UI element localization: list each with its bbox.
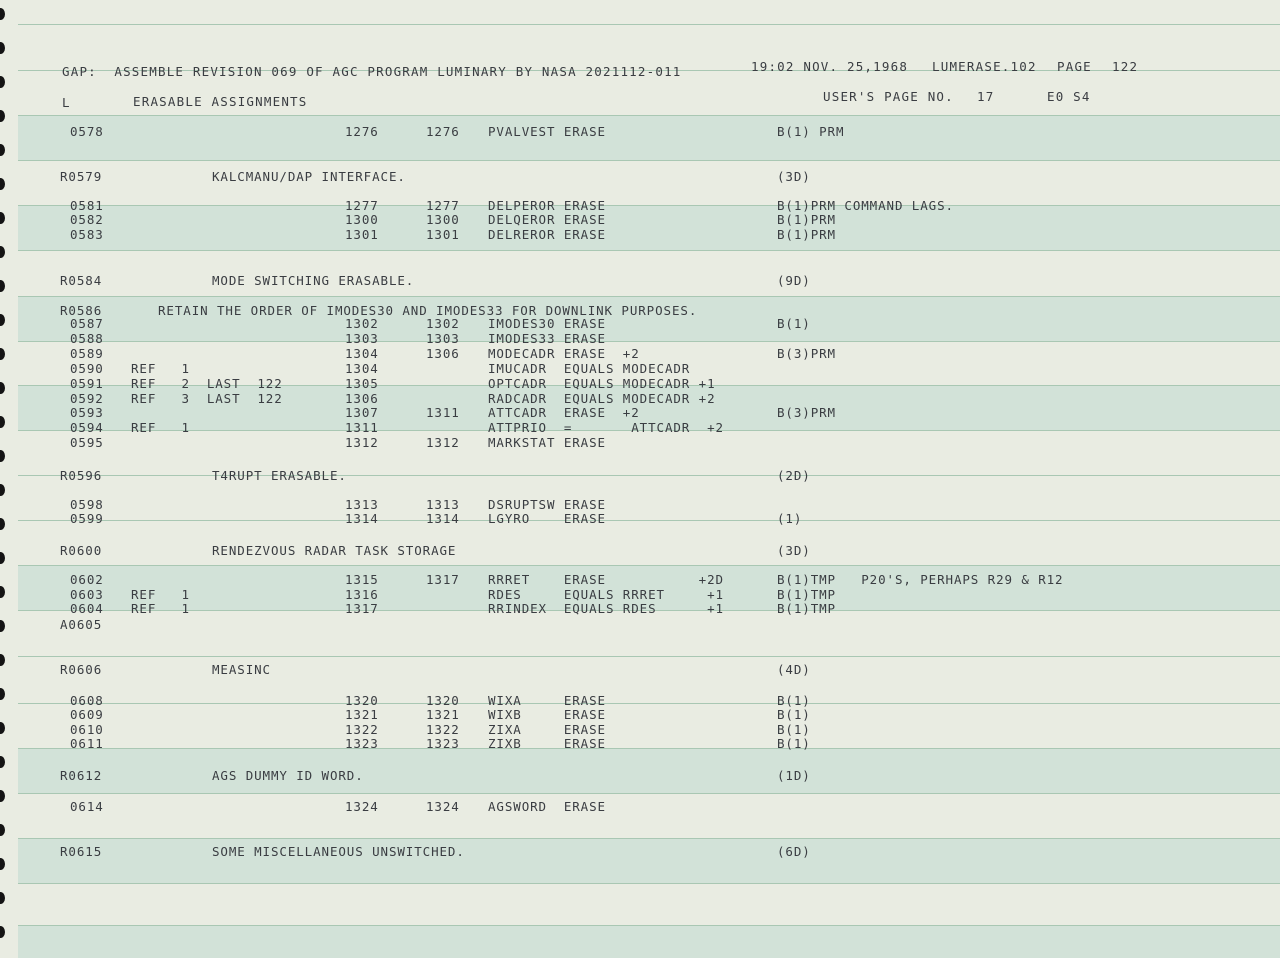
feed-hole bbox=[0, 144, 5, 156]
paper-rule bbox=[18, 520, 1280, 521]
row-text: ZIXA ERASE bbox=[488, 722, 606, 737]
paper-rule bbox=[18, 475, 1280, 476]
row-num: R0596 bbox=[60, 468, 103, 483]
row-note: B(1)TMP bbox=[777, 601, 836, 616]
row-addr2: 1302 bbox=[426, 316, 460, 331]
row-num: 0590 bbox=[70, 361, 104, 376]
paper-band bbox=[18, 205, 1280, 250]
row-addr2: 1317 bbox=[426, 572, 460, 587]
row-text: MODECADR ERASE +2 bbox=[488, 346, 640, 361]
paper-rule bbox=[18, 925, 1280, 926]
row-addr2: 1324 bbox=[426, 799, 460, 814]
row-note: B(1) bbox=[777, 707, 811, 722]
row-addr1: 1302 bbox=[345, 316, 379, 331]
paper-rule bbox=[18, 838, 1280, 839]
row-num: 0611 bbox=[70, 736, 104, 751]
paper-rule bbox=[18, 250, 1280, 251]
row-addr1: 1311 bbox=[345, 420, 379, 435]
row-num: 0593 bbox=[70, 405, 104, 420]
row-num: R0612 bbox=[60, 768, 103, 783]
row-note: B(1)PRM bbox=[777, 212, 836, 227]
row-num: 0604 bbox=[70, 601, 104, 616]
row-num: 0608 bbox=[70, 693, 104, 708]
row-comment: MODE SWITCHING ERASABLE. bbox=[212, 273, 415, 288]
row-addr2: 1323 bbox=[426, 736, 460, 751]
row-addr2: 1320 bbox=[426, 693, 460, 708]
paper-rule bbox=[18, 341, 1280, 342]
row-addr1: 1315 bbox=[345, 572, 379, 587]
paper-rule bbox=[18, 656, 1280, 657]
row-num: 0587 bbox=[70, 316, 104, 331]
row-note: B(1) bbox=[777, 316, 811, 331]
paper-rule bbox=[18, 205, 1280, 206]
row-text: RRINDEX EQUALS RDES +1 bbox=[488, 601, 724, 616]
row-num: R0586 bbox=[60, 303, 103, 318]
row-addr2: 1312 bbox=[426, 435, 460, 450]
row-addr1: 1304 bbox=[345, 346, 379, 361]
row-addr2: 1276 bbox=[426, 124, 460, 139]
header-code: E0 S4 bbox=[1047, 89, 1091, 104]
row-num: 0583 bbox=[70, 227, 104, 242]
row-addr2: 1277 bbox=[426, 198, 460, 213]
row-note: B(1)PRM COMMAND LAGS. bbox=[777, 198, 954, 213]
users-page-label: USER'S PAGE NO. bbox=[823, 89, 954, 104]
row-num: 0609 bbox=[70, 707, 104, 722]
row-note: B(3)PRM bbox=[777, 346, 836, 361]
row-num: R0600 bbox=[60, 543, 103, 558]
row-text: RADCADR EQUALS MODECADR +2 bbox=[488, 391, 716, 406]
row-text: RDES EQUALS RRRET +1 bbox=[488, 587, 724, 602]
row-num: 0610 bbox=[70, 722, 104, 737]
row-num: R0606 bbox=[60, 662, 103, 677]
paper-band bbox=[18, 748, 1280, 793]
row-text: ZIXB ERASE bbox=[488, 736, 606, 751]
feed-hole bbox=[0, 42, 5, 54]
paper-rule bbox=[18, 703, 1280, 704]
paper-rule bbox=[18, 565, 1280, 566]
row-note: B(1) PRM bbox=[777, 124, 845, 139]
row-comment: SOME MISCELLANEOUS UNSWITCHED. bbox=[212, 844, 465, 859]
row-num: R0615 bbox=[60, 844, 103, 859]
row-text: PVALVEST ERASE bbox=[488, 124, 606, 139]
row-text: LGYRO ERASE bbox=[488, 511, 606, 526]
row-text: IMODES30 ERASE bbox=[488, 316, 606, 331]
row-addr1: 1301 bbox=[345, 227, 379, 242]
row-addr1: 1300 bbox=[345, 212, 379, 227]
row-ref: REF 1 bbox=[131, 420, 190, 435]
row-note: (2D) bbox=[777, 468, 811, 483]
feed-hole bbox=[0, 926, 5, 938]
row-text: ATTCADR ERASE +2 bbox=[488, 405, 640, 420]
row-text: MARKSTAT ERASE bbox=[488, 435, 606, 450]
row-addr1: 1307 bbox=[345, 405, 379, 420]
row-addr2: 1311 bbox=[426, 405, 460, 420]
feed-hole bbox=[0, 586, 5, 598]
row-addr1: 1316 bbox=[345, 587, 379, 602]
paper-rule bbox=[18, 24, 1280, 25]
row-comment: RENDEZVOUS RADAR TASK STORAGE bbox=[212, 543, 457, 558]
row-num: 0595 bbox=[70, 435, 104, 450]
row-addr1: 1276 bbox=[345, 124, 379, 139]
paper-band bbox=[18, 925, 1280, 958]
row-text: OPTCADR EQUALS MODECADR +1 bbox=[488, 376, 716, 391]
feed-hole bbox=[0, 892, 5, 904]
header-datetime: 19:02 NOV. 25,1968 bbox=[751, 59, 909, 74]
row-text: DELREROR ERASE bbox=[488, 227, 606, 242]
row-addr1: 1317 bbox=[345, 601, 379, 616]
feed-hole bbox=[0, 246, 5, 258]
row-note: (9D) bbox=[777, 273, 811, 288]
row-text: ATTPRIO = ATTCADR +2 bbox=[488, 420, 724, 435]
paper-rule bbox=[18, 160, 1280, 161]
row-addr2: 1303 bbox=[426, 331, 460, 346]
row-num: R0584 bbox=[60, 273, 103, 288]
header-file: LUMERASE.102 bbox=[932, 59, 1037, 74]
feed-hole bbox=[0, 858, 5, 870]
feed-hole bbox=[0, 280, 5, 292]
row-text: AGSWORD ERASE bbox=[488, 799, 606, 814]
row-num: 0589 bbox=[70, 346, 104, 361]
row-note: B(1) bbox=[777, 693, 811, 708]
row-text: WIXB ERASE bbox=[488, 707, 606, 722]
row-num: 0581 bbox=[70, 198, 104, 213]
row-addr1: 1305 bbox=[345, 376, 379, 391]
row-num: 0591 bbox=[70, 376, 104, 391]
row-comment: MEASINC bbox=[212, 662, 271, 677]
row-note: B(1)TMP P20'S, PERHAPS R29 & R12 bbox=[777, 572, 1064, 587]
row-num: 0578 bbox=[70, 124, 104, 139]
feed-hole bbox=[0, 348, 5, 360]
row-addr2: 1300 bbox=[426, 212, 460, 227]
row-comment: RETAIN THE ORDER OF IMODES30 AND IMODES33 FOR DOWNLINK PURPOSES. bbox=[158, 303, 698, 318]
row-addr2: 1306 bbox=[426, 346, 460, 361]
row-ref: REF 3 LAST 122 bbox=[131, 391, 283, 406]
section-title: ERASABLE ASSIGNMENTS bbox=[133, 94, 308, 109]
feed-hole bbox=[0, 552, 5, 564]
feed-hole bbox=[0, 620, 5, 632]
row-text: DELPEROR ERASE bbox=[488, 198, 606, 213]
row-num: 0599 bbox=[70, 511, 104, 526]
section-code: L bbox=[62, 95, 71, 110]
row-addr1: 1277 bbox=[345, 198, 379, 213]
header-page-number: 122 bbox=[1112, 59, 1139, 74]
row-note: B(1)PRM bbox=[777, 227, 836, 242]
row-note: (3D) bbox=[777, 169, 811, 184]
feed-hole bbox=[0, 178, 5, 190]
feed-hole bbox=[0, 382, 5, 394]
row-addr1: 1314 bbox=[345, 511, 379, 526]
row-ref: REF 1 bbox=[131, 361, 190, 376]
row-addr1: 1324 bbox=[345, 799, 379, 814]
row-ref: REF 1 bbox=[131, 601, 190, 616]
row-note: (1) bbox=[777, 511, 803, 526]
row-text: WIXA ERASE bbox=[488, 693, 606, 708]
feed-hole bbox=[0, 450, 5, 462]
header-page-label: PAGE bbox=[1057, 59, 1092, 74]
feed-hole bbox=[0, 314, 5, 326]
row-addr2: 1322 bbox=[426, 722, 460, 737]
row-text: DELQEROR ERASE bbox=[488, 212, 606, 227]
row-addr1: 1304 bbox=[345, 361, 379, 376]
row-addr1: 1322 bbox=[345, 722, 379, 737]
row-note: (4D) bbox=[777, 662, 811, 677]
row-addr1: 1303 bbox=[345, 331, 379, 346]
row-num: 0603 bbox=[70, 587, 104, 602]
row-addr1: 1321 bbox=[345, 707, 379, 722]
paper-rule bbox=[18, 883, 1280, 884]
row-addr2: 1321 bbox=[426, 707, 460, 722]
paper-band bbox=[18, 838, 1280, 883]
row-note: B(1)TMP bbox=[777, 587, 836, 602]
paper-rule bbox=[18, 115, 1280, 116]
row-comment: T4RUPT ERASABLE. bbox=[212, 468, 347, 483]
row-addr1: 1320 bbox=[345, 693, 379, 708]
row-comment: KALCMANU/DAP INTERFACE. bbox=[212, 169, 406, 184]
row-note: (6D) bbox=[777, 844, 811, 859]
row-ref: REF 2 LAST 122 bbox=[131, 376, 283, 391]
row-num: 0598 bbox=[70, 497, 104, 512]
feed-hole bbox=[0, 8, 5, 20]
row-addr1: 1312 bbox=[345, 435, 379, 450]
feed-hole bbox=[0, 212, 5, 224]
paper-rule bbox=[18, 748, 1280, 749]
row-note: (3D) bbox=[777, 543, 811, 558]
feed-hole bbox=[0, 518, 5, 530]
row-num: 0594 bbox=[70, 420, 104, 435]
row-addr2: 1313 bbox=[426, 497, 460, 512]
row-note: B(1) bbox=[777, 722, 811, 737]
feed-hole bbox=[0, 722, 5, 734]
paper-rule bbox=[18, 793, 1280, 794]
row-num: 0588 bbox=[70, 331, 104, 346]
feed-hole bbox=[0, 756, 5, 768]
paper-rule bbox=[18, 296, 1280, 297]
row-ref: REF 1 bbox=[131, 587, 190, 602]
feed-hole bbox=[0, 76, 5, 88]
row-addr2: 1314 bbox=[426, 511, 460, 526]
row-addr1: 1313 bbox=[345, 497, 379, 512]
row-note: B(3)PRM bbox=[777, 405, 836, 420]
row-num: 0614 bbox=[70, 799, 104, 814]
row-text: DSRUPTSW ERASE bbox=[488, 497, 606, 512]
row-text: RRRET ERASE +2D bbox=[488, 572, 724, 587]
row-addr2: 1301 bbox=[426, 227, 460, 242]
row-note: (1D) bbox=[777, 768, 811, 783]
feed-hole bbox=[0, 688, 5, 700]
row-addr1: 1306 bbox=[345, 391, 379, 406]
feed-hole bbox=[0, 484, 5, 496]
row-text: IMODES33 ERASE bbox=[488, 331, 606, 346]
row-comment: AGS DUMMY ID WORD. bbox=[212, 768, 364, 783]
feed-hole bbox=[0, 110, 5, 122]
feed-hole bbox=[0, 416, 5, 428]
row-num: 0592 bbox=[70, 391, 104, 406]
paper-band bbox=[18, 115, 1280, 160]
users-page-number: 17 bbox=[977, 89, 995, 104]
row-num: 0602 bbox=[70, 572, 104, 587]
row-text: IMUCADR EQUALS MODECADR bbox=[488, 361, 691, 376]
feed-hole bbox=[0, 654, 5, 666]
row-num: R0579 bbox=[60, 169, 103, 184]
row-num: 0582 bbox=[70, 212, 104, 227]
feed-hole bbox=[0, 824, 5, 836]
feed-hole bbox=[0, 790, 5, 802]
header-title: GAP: ASSEMBLE REVISION 069 OF AGC PROGRAM LUMINARY BY NASA 2021112-011 bbox=[62, 64, 682, 79]
row-note: B(1) bbox=[777, 736, 811, 751]
row-num: A0605 bbox=[60, 617, 103, 632]
row-addr1: 1323 bbox=[345, 736, 379, 751]
